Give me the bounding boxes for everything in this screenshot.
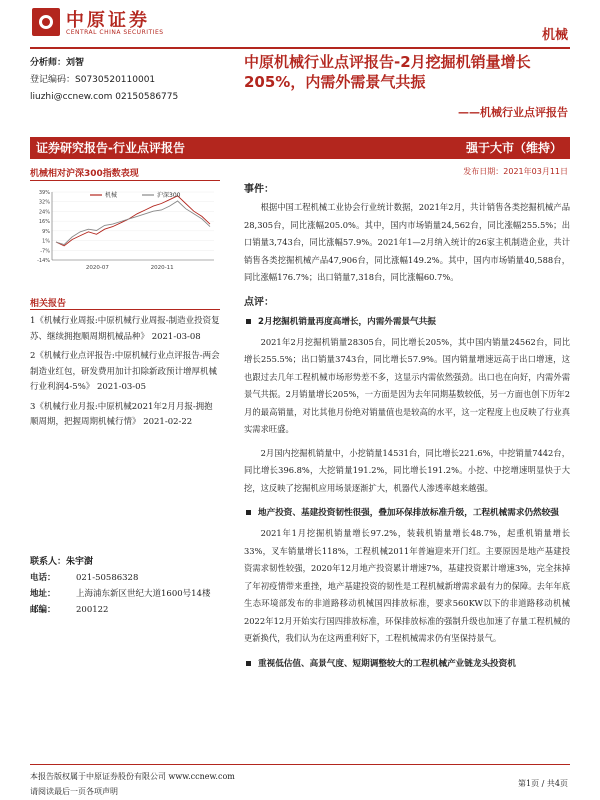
comment-heading: 点评： <box>244 296 274 308</box>
bullet-heading-3: 重视低估值、高景气度、短期调整较大的工程机械产业链龙头投资机 <box>244 656 570 672</box>
event-heading: 事件： <box>244 184 274 195</box>
zip-label: 邮编： <box>30 605 56 615</box>
publish-date: 发布日期：2021年03月11日 <box>463 167 568 176</box>
paragraph-1: 2021年2月挖掘机销量28305台，同比增长205%，其中国内销量24562台，同比增长255.5%；出口销量3743台，同比增长57.9%。国内销量增速远高于出口增速，这也跟过去几年工程机械市场形势差不多，这显示内需依然强劲。出口也在向好，内需外需景气共振。2月销量增长205%，一方面是因为去年同期基数较低，另一方面也创下历年2月的最高销量，对比其他月份绝对销量值也是较高的水平，这一定程度上也反映了行业真实需求旺盛。 <box>244 336 570 434</box>
paragraph-2: 2月国内挖掘机销量中，小挖销量14531台，同比增长221.6%，中挖销量7442台，同比增长396.8%，大挖销量191.2%，同比增长191.2%。小挖、中挖增速明显快于大挖，这反映了挖掘机应用场景逐渐扩大，机器代人渗透率越来越强。 <box>244 447 570 493</box>
footer-divider <box>30 764 570 765</box>
address-value: 上海浦东新区世纪大道1600号14楼 <box>76 589 211 599</box>
y-tick-label: 24% <box>38 209 50 216</box>
event-paragraph: 根据中国工程机械工业协会行业统计数据，2021年2月，共计销售各类挖掘机械产品28,305台，同比涨幅205.0%。其中，国内市场销量24,562台，同比涨幅255.5%；出口销量3,743台，同比涨幅57.9%。2021年1—2月纳入统计的26家主机制造企业，共计销售各类挖掘机械产品47,906台，同比涨幅149.2%。其中，国内市场销量40,588台，同比涨幅176.7%；出口销量7,318台，同比涨幅60.7%。 <box>244 202 570 282</box>
legend-label: 机械 <box>105 192 118 199</box>
analyst-email: liuzhi@ccnew.com 02150586775 <box>30 92 179 102</box>
analyst-cert: 登记编码：S0730520110001 <box>30 75 156 85</box>
main-body <box>244 180 570 672</box>
related-divider <box>30 309 220 310</box>
x-tick-label: 2020-07 <box>85 265 109 271</box>
copyright-text: 本报告版权属于中原证券股份有限公司 www.ccnew.com <box>30 772 235 781</box>
logo-cn-text: 中原证券 <box>66 10 150 31</box>
y-tick-label: 1% <box>42 238 50 245</box>
header-divider <box>30 47 570 49</box>
series-line-hs300 <box>56 201 210 245</box>
y-tick-label: -14% <box>37 258 50 264</box>
series-line-machinery <box>56 196 210 246</box>
phone-label: 电话： <box>30 573 56 583</box>
legend-label: 沪深300 <box>157 192 181 199</box>
phone-value: 021-50586328 <box>76 573 139 583</box>
contact-person: 联系人：朱宇澍 <box>30 557 94 567</box>
banner-rating: 强于大市（维持） <box>465 141 562 155</box>
chart-title: 机械相对沪深300指数表现 <box>30 169 139 179</box>
relative-performance-chart <box>30 186 220 276</box>
contact-block <box>30 554 230 618</box>
bullet-heading-1: 2月挖掘机销量再度高增长，内需外需景气共振 <box>244 314 570 330</box>
y-tick-label: -7% <box>40 248 50 255</box>
y-tick-label: 9% <box>42 228 50 235</box>
banner-report-type: 证券研究报告-行业点评报告 <box>36 141 185 155</box>
y-tick-label: 32% <box>38 199 50 206</box>
analyst-name: 分析师：刘智 <box>30 58 85 68</box>
related-report-item[interactable]: 2《机械行业点评报告:中原机械行业点评报告-两会制造业红包，研发费用加计扣除新政预计增厚机械行业利润4-5%》 2021-03-05 <box>30 351 220 392</box>
related-report-item[interactable]: 3《机械行业月报:中原机械2021年2月月报-拥抱顺周期，把握周期机械行情》 2021-02-22 <box>30 401 213 427</box>
y-tick-label: 16% <box>38 219 50 226</box>
x-tick-label: 2020-11 <box>150 265 174 271</box>
bullet-heading-2: 地产投资、基建投资韧性很强，叠加环保排放标准升级，工程机械需求仍然较强 <box>244 505 570 521</box>
chart-divider <box>30 180 220 181</box>
y-tick-label: 39% <box>38 190 50 196</box>
address-label: 地址： <box>30 589 56 599</box>
paragraph-3: 2021年1月挖掘机销量增长97.2%，装载机销量增长48.7%，起重机销量增长33%，叉车销量增长118%，工程机械2011年普遍迎来开门红。主要原因是地产基建投资需求韧性较强，2020年12月地产投资累计增速7%，基建投资累计增速3%，完全抹掉了年初疫情带来重挫，地产基建投资的韧性是工程机械新增需求最有力的保障。去年年底生态环境部发布的非道路移动机械国四排放标准，要求560KW以下的非道路移动机械2022年12月开始实行国四排放标准，环保排放标准的强制升级也加速了存量工程机械的更新换代，我们认为在这两重利好下，工程机械需求仍有坚保持景气。 <box>244 528 570 643</box>
analyst-info <box>30 55 178 106</box>
industry-tag: 机械 <box>541 28 568 43</box>
footer-left <box>30 769 235 799</box>
related-report-item[interactable]: 1《机械行业周报:中原机械行业周报-制造业投资复苏、继续拥抱顺周期机械品种》 2021-03-08 <box>30 316 220 342</box>
report-title: 中原机械行业点评报告-2月挖掘机销量增长205%，内需外需景气共振 <box>244 53 531 91</box>
logo-en-text: CENTRAL CHINA SECURITIES <box>66 29 164 36</box>
related-reports-list <box>30 314 220 435</box>
company-logo-icon <box>32 8 60 36</box>
report-subtitle: ——机械行业点评报告 <box>458 106 568 119</box>
zip-value: 200122 <box>76 605 109 615</box>
related-reports-title: 相关报告 <box>30 299 67 309</box>
disclaimer-link[interactable]: 请阅读最后一页各项声明 <box>30 787 118 796</box>
page-number: 第1页 / 共4页 <box>518 779 568 788</box>
